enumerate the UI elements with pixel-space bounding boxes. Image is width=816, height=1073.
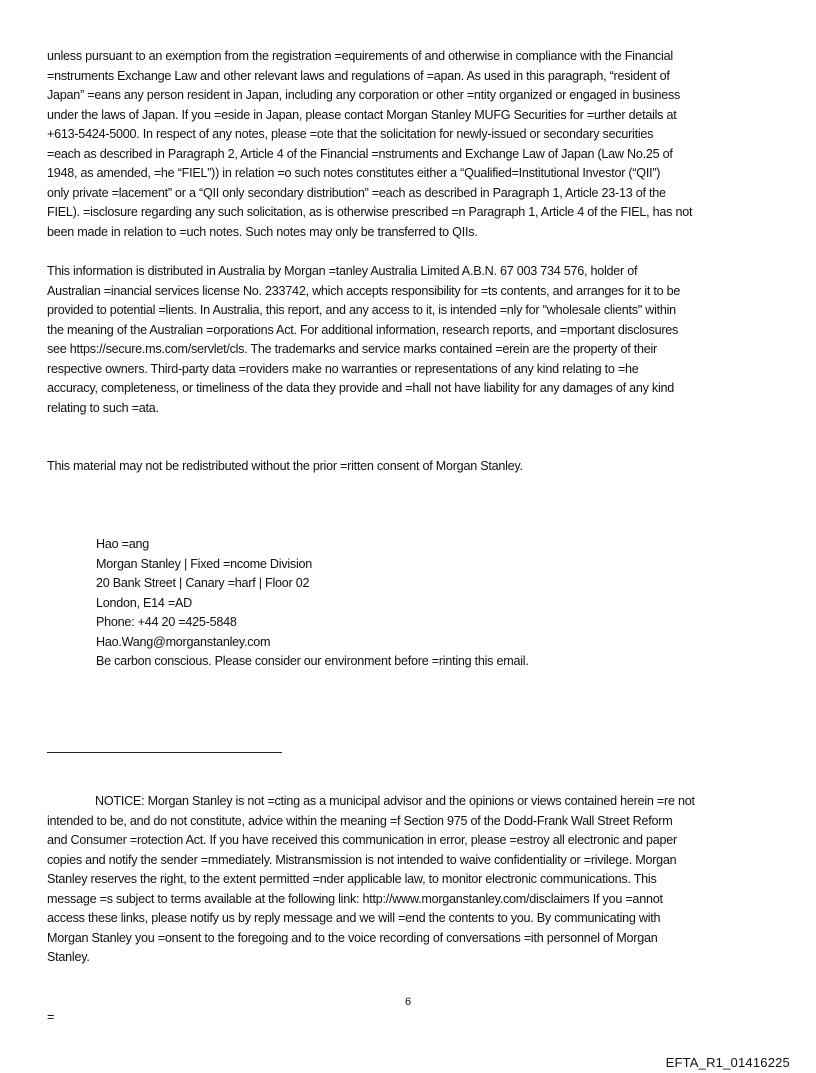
text-line: Stanley reserves the right, to the extent permitted =nder applicable law, to monitor electronic communications. This xyxy=(47,872,657,886)
email-signature xyxy=(96,535,312,652)
page-number: 6 xyxy=(404,996,412,1008)
text-line: NOTICE: Morgan Stanley is not =cting as a municipal advisor and the opinions or views contained herein =re not xyxy=(95,794,695,808)
text-line: This material may not be redistributed without the prior =ritten consent of Morgan Stanley. xyxy=(47,459,523,473)
text-line: =nstruments Exchange Law and other relevant laws and regulations of =apan. As used in this paragraph, “resident of xyxy=(47,68,670,83)
text-line: FIEL). =isclosure regarding any such solicitation, as is otherwise prescribed =n Paragraph 1, Article 4 of the FIEL, has not xyxy=(47,205,693,219)
text-line: message =s subject to terms available at the following link: http://www.morganstanley.com/disclaimers If you =annot xyxy=(47,891,663,906)
paragraph-japan-disclosure xyxy=(47,47,692,242)
text-line: Australian =inancial services license No. 233742, which accepts responsibility for =ts contents, and arranges for it to be xyxy=(47,283,681,298)
text-line: intended to be, and do not constitute, advice within the meaning =f Section 975 of the Dodd-Frank Wall Street Reform xyxy=(47,813,673,828)
redistribution-notice xyxy=(47,457,523,477)
bates-number: EFTA_R1_01416225 xyxy=(665,1055,790,1070)
text-line: only private =lacement” or a “QII only secondary distribution” =each as described in Paragraph 1, Article 23-13 of the xyxy=(47,185,666,200)
text-line: and Consumer =rotection Act. If you have received this communication in error, please =estroy all electronic and paper xyxy=(47,833,677,847)
trailing-character: = xyxy=(47,1010,55,1024)
text-line: accuracy, completeness, or timeliness of the data they provide and =hall not have liability for any damages of any kind xyxy=(47,381,675,395)
text-line: relating to such =ata. xyxy=(47,400,159,415)
text-line: provided to potential =lients. In Australia, this report, and any access to it, is intended =nly for "wholesale clients" within xyxy=(47,303,676,317)
text-line: =each as described in Paragraph 2, Article 4 of the Financial =nstruments and Exchange Law of Japan (Law No.25 of xyxy=(47,146,673,161)
text-line: 1948, as amended, =he “FIEL”)) in relation =o such notes constitutes either a “Qualified=Institutional Investor (“QII”) xyxy=(47,166,661,180)
signature-city: London, E14 =AD xyxy=(96,595,193,610)
signature-division: Morgan Stanley | Fixed =ncome Division xyxy=(96,556,313,571)
signature-email: Hao.Wang@morganstanley.com xyxy=(96,634,271,649)
text-line: been made in relation to =uch notes. Such notes may only be transferred to QIIs. xyxy=(47,224,478,239)
text-line: respective owners. Third-party data =roviders make no warranties or representations of any kind relating to =he xyxy=(47,361,639,376)
signature-address: 20 Bank Street | Canary =harf | Floor 02 xyxy=(96,576,310,590)
paragraph-australia-disclosure xyxy=(47,262,680,418)
text-line: Be carbon conscious. Please consider our environment before =rinting this email. xyxy=(96,654,529,668)
legal-notice xyxy=(47,792,695,968)
signature-phone: Phone: +44 20 =425-5848 xyxy=(96,615,237,629)
environment-note xyxy=(96,652,529,672)
text-line: Stanley. xyxy=(47,950,90,964)
text-line: This information is distributed in Australia by Morgan =tanley Australia Limited A.B.N. 67 003 734 576, holder of xyxy=(47,264,638,278)
text-line: Japan” =eans any person resident in Japan, including any corporation or other =ntity organized or engaged in business xyxy=(47,88,681,102)
text-line: the meaning of the Australian =orporations Act. For additional information, research reports, and =mportant disclosures xyxy=(47,322,679,337)
text-line: see https://secure.ms.com/servlet/cls. The trademarks and service marks contained =erein are the property of their xyxy=(47,342,657,356)
text-line: +613-5424-5000. In respect of any notes, please =ote that the solicitation for newly-issued or secondary securities xyxy=(47,127,654,141)
text-line: unless pursuant to an exemption from the registration =equirements of and otherwise in compliance with the Financial xyxy=(47,49,673,63)
signature-name: Hao =ang xyxy=(96,537,149,551)
text-line: under the laws of Japan. If you =eside in Japan, please contact Morgan Stanley MUFG Securities for =urther details at xyxy=(47,107,677,122)
separator-rule xyxy=(47,752,282,753)
text-line: Morgan Stanley you =onsent to the foregoing and to the voice recording of conversations =ith personnel of Morgan xyxy=(47,930,658,945)
text-line: access these links, please notify us by reply message and we will =end the contents to you. By communicating with xyxy=(47,911,661,925)
text-line: copies and notify the sender =mmediately. Mistransmission is not intended to waive confidentiality or =rivilege. Morgan xyxy=(47,852,677,867)
